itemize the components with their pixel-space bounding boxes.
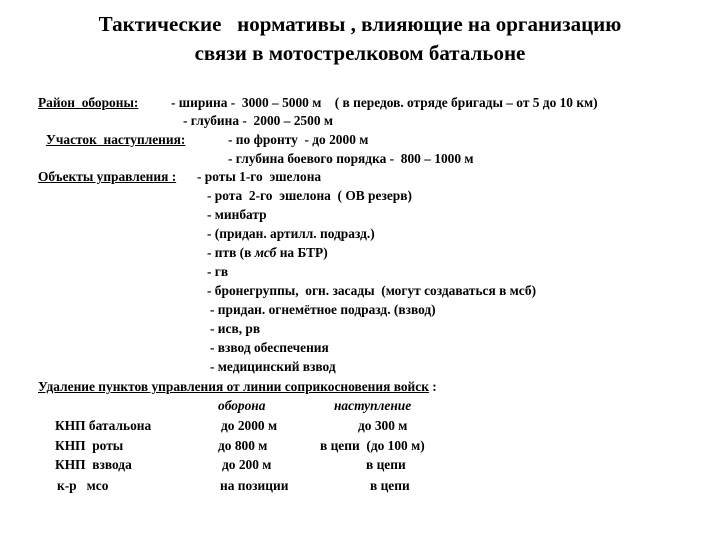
defense-depth: - глубина - 2000 – 2500 м bbox=[183, 113, 333, 128]
defense-label: Район обороны: bbox=[38, 95, 139, 110]
row-offense: в цепи (до 100 м) bbox=[320, 438, 425, 453]
defense-width: - ширина - 3000 – 5000 м ( в передов. отряде бригады – от 5 до 10 км) bbox=[171, 95, 598, 110]
objects-item: - взвод обеспечения bbox=[210, 340, 329, 355]
objects-item: - (придан. артилл. подразд.) bbox=[207, 226, 375, 241]
ptv-prefix: - птв (в bbox=[207, 245, 255, 260]
ptv-italic: мсб bbox=[254, 245, 277, 260]
objects-item-ptv bbox=[207, 244, 328, 262]
page-title bbox=[0, 10, 720, 68]
distance-colon: : bbox=[428, 379, 437, 394]
ptv-suffix: на БТР) bbox=[276, 245, 328, 260]
title-line-1: Тактические нормативы , влияющие на организацию bbox=[98, 12, 622, 36]
offense-label: Участок наступления: bbox=[46, 132, 186, 147]
objects-item: - бронегруппы, огн. засады (могут создаваться в мсб) bbox=[207, 283, 537, 298]
row-name: КНП батальона bbox=[55, 418, 152, 433]
offense-depth: - глубина боевого порядка - 800 – 1000 м bbox=[228, 151, 474, 166]
row-offense: в цепи bbox=[370, 478, 410, 493]
objects-label: Объекты управления : bbox=[38, 169, 177, 184]
distance-label: Удаление пунктов управления от линии соприкосновения войск bbox=[38, 379, 429, 394]
offense-front: - по фронту - до 2000 м bbox=[228, 132, 369, 147]
objects-item-first: - роты 1-го эшелона bbox=[197, 169, 322, 184]
row-name: КНП роты bbox=[55, 438, 124, 453]
distance-heading bbox=[38, 378, 437, 396]
row-name: к-р мсо bbox=[57, 478, 109, 493]
objects-item: - гв bbox=[207, 264, 229, 279]
row-offense: до 300 м bbox=[358, 418, 408, 433]
objects-item: - исв, рв bbox=[210, 321, 261, 336]
row-name: КНП взвода bbox=[55, 457, 132, 472]
row-defense: до 2000 м bbox=[221, 418, 278, 433]
row-defense: до 800 м bbox=[218, 438, 268, 453]
objects-item: - рота 2-го эшелона ( ОВ резерв) bbox=[207, 188, 412, 203]
objects-item: - придан. огнемётное подразд. (взвод) bbox=[210, 302, 436, 317]
objects-item: - медицинский взвод bbox=[210, 359, 336, 374]
title-line-2: связи в мотострелковом батальоне bbox=[194, 41, 526, 65]
row-offense: в цепи bbox=[366, 457, 406, 472]
objects-item: - минбатр bbox=[207, 207, 267, 222]
col-defense-header: оборона bbox=[218, 398, 266, 413]
col-offense-header: наступление bbox=[334, 398, 412, 413]
row-defense: на позиции bbox=[220, 478, 289, 493]
row-defense: до 200 м bbox=[222, 457, 272, 472]
